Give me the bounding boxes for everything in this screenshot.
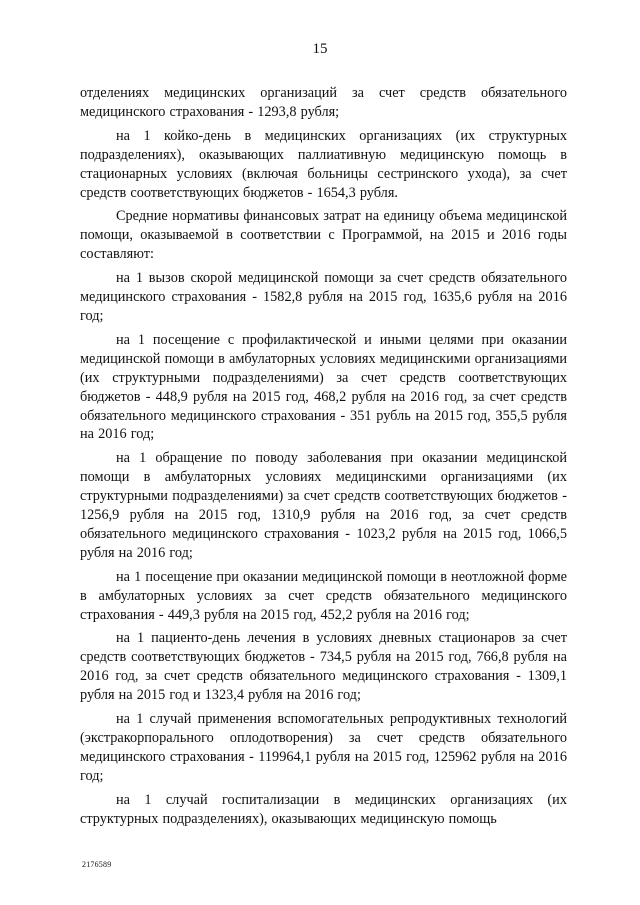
paragraph-emergency-visit: на 1 посещение при оказании медицинской помощи в неотложной форме в амбулаторных условиях за счет средств обязательного медицинского страхования - 449,3 рубля на 2015 год, 452,2 рубля на 2016 год; [80,568,567,623]
paragraph-continuation: отделениях медицинских организаций за счет средств обязательного медицинского страхования - 1293,8 рубля; [80,85,567,120]
paragraph-average-standards-intro: Средние нормативы финансовых затрат на единицу объема медицинской помощи, оказываемой в соответствии с Программой, на 2015 и 2016 годы составляют: [80,208,567,263]
body-text [80,84,567,834]
paragraph-preventive-visit: на 1 посещение с профилактической и иными целями при оказании медицинской помощи в амбулаторных условиях медицинскими организациями (их структурными подразделениями) за счет средств соответствующих бюджетов - 448,9 рубля на 2015 год, 468,2 рубля на 2016 год, за счет средств обязательного медицинского страхования - 351 рубль на 2015 год, 355,5 рубля на 2016 год; [80,331,567,443]
page-number: 15 [312,41,328,57]
document-code: 2176589 [82,860,112,869]
paragraph-disease-appeal: на 1 обращение по поводу заболевания при оказании медицинской помощи в амбулаторных условиях медицинскими организациями (их структурными подразделениями) за счет средств соответствующих бюджетов - 1256,9 рубля на 2015 год, 1310,9 рубля на 2016 год, за счет средств обязательного медицинского страхования - 1023,2 рубля на 2015 год, 1066,5 рубля на 2016 год; [80,450,567,561]
paragraph-day-hospital: на 1 пациенто-день лечения в условиях дневных стационаров за счет средств соответствующих бюджетов - 734,5 рубля на 2015 год, 766,8 рубля на 2016 год, за счет средств обязательного медицинского страхования - 1309,1 рубля на 2015 год и 1323,4 рубля на 2016 год; [80,630,567,704]
paragraph-ambulance-call: на 1 вызов скорой медицинской помощи за счет средств обязательного медицинского страхования - 1582,8 рубля на 2015 год, 1635,6 рубля на 2016 год; [80,270,567,324]
paragraph-palliative-bed-day: на 1 койко-день в медицинских организациях (их структурных подразделениях), оказывающих паллиативную медицинскую помощь в стационарных условиях (включая больницы сестринского ухода), за счет средств соответствующих бюджетов - 1654,3 рубля. [80,127,567,201]
paragraph-hospitalization-case: на 1 случай госпитализации в медицинских организациях (их структурных подразделениях), оказывающих медицинскую помощь [80,791,567,827]
paragraph-ivf-case: на 1 случай применения вспомогательных репродуктивных технологий (экстракорпорального оплодотворения) за счет средств обязательного медицинского страхования - 119964,1 рубля на 2015 год, 125962 рубля на 2016 год; [80,711,567,784]
